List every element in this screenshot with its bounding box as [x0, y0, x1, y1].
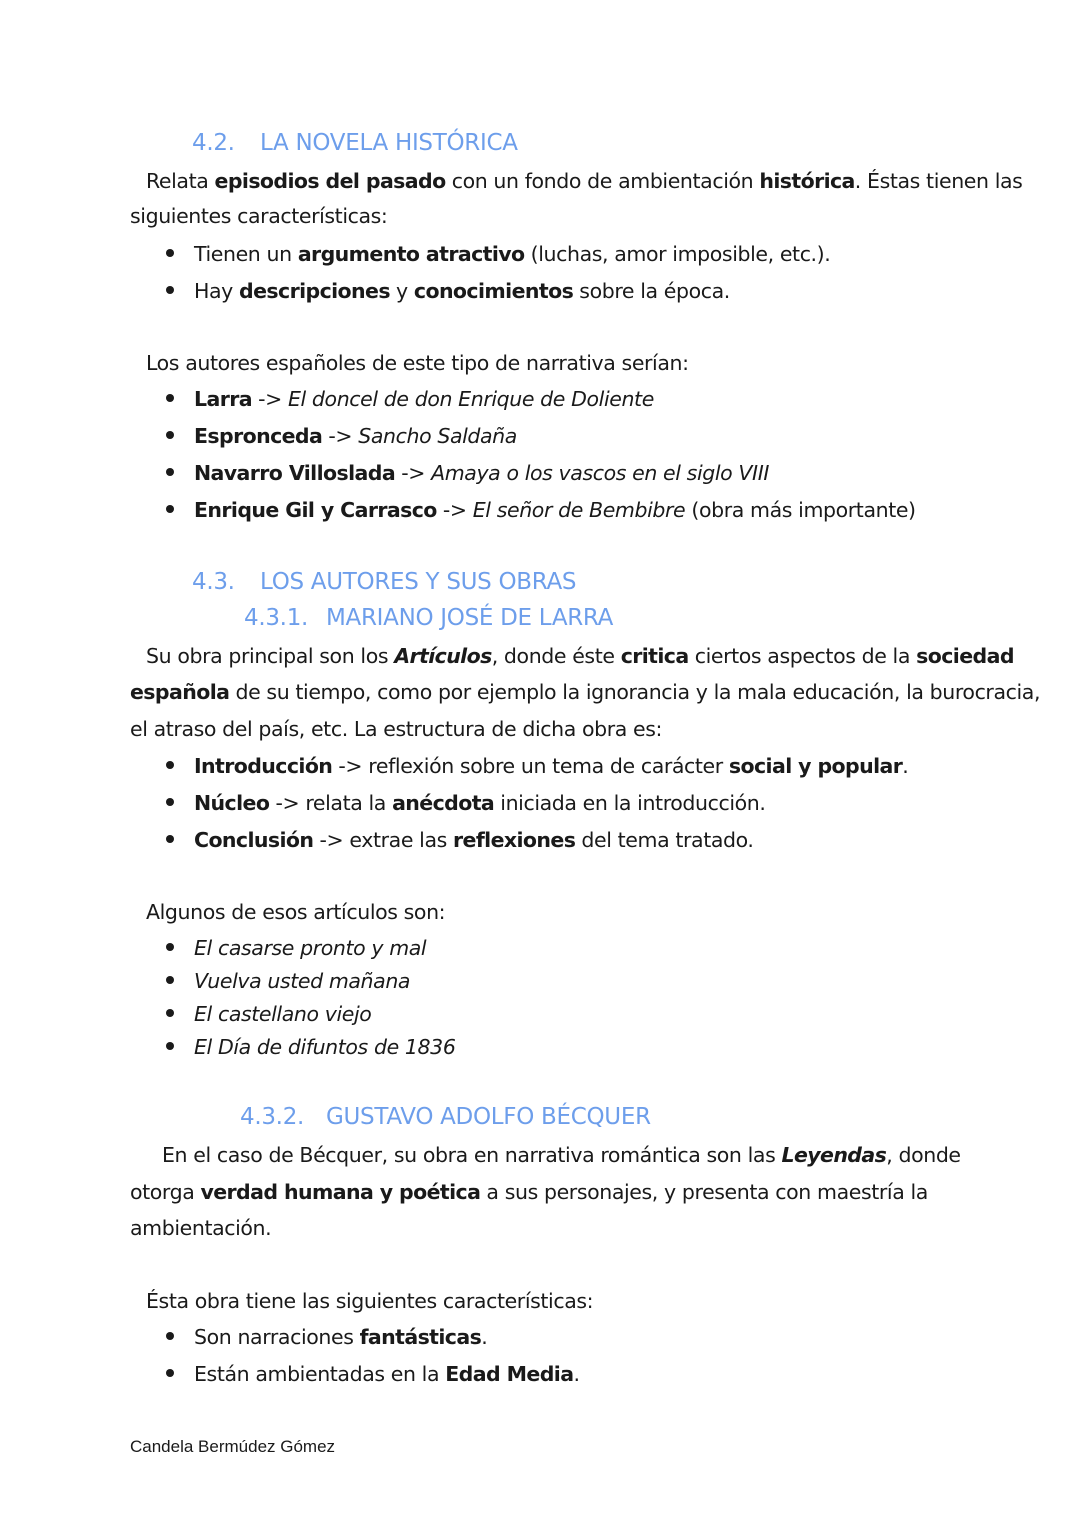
bullet-icon [166, 505, 174, 513]
bullet-icon [166, 1042, 174, 1050]
paragraph-larra-line1: Su obra principal son los Artículos, donde éste critica ciertos aspectos de la sociedad [146, 644, 1014, 668]
section-title: MARIANO JOSÉ DE LARRA [326, 605, 614, 631]
bullet-icon [166, 1332, 174, 1340]
list-item: Espronceda -> Sancho Saldaña [166, 419, 517, 453]
list-item: Navarro Villoslada -> Amaya o los vascos en el siglo VIII [166, 456, 769, 490]
list-item: Tienen un argumento atractivo (luchas, amor imposible, etc.). [166, 237, 830, 271]
list-item: Están ambientadas en la Edad Media. [166, 1357, 580, 1391]
bullet-icon [166, 976, 174, 984]
articulos-intro: Algunos de esos artículos son: [146, 900, 446, 924]
paragraph-larra-line3: el atraso del país, etc. La estructura de dicha obra es: [130, 717, 663, 741]
autores-intro: Los autores españoles de este tipo de narrativa serían: [146, 351, 689, 375]
section-heading-4-3-1 [244, 605, 613, 631]
list-item: Son narraciones fantásticas. [166, 1320, 487, 1354]
bullet-icon [166, 761, 174, 769]
bullet-icon [166, 798, 174, 806]
bullet-icon [166, 1009, 174, 1017]
paragraph-larra-line2: española de su tiempo, como por ejemplo la ignorancia y la mala educación, la burocracia, [130, 680, 1041, 704]
section-number: 4.3.2. [240, 1104, 305, 1130]
section-number: 4.3. [192, 569, 235, 595]
list-item: Larra -> El doncel de don Enrique de Doliente [166, 382, 654, 416]
footer-author: Candela Bermúdez Gómez [130, 1437, 336, 1456]
bullet-icon [166, 431, 174, 439]
paragraph-novela-line1: Relata episodios del pasado con un fondo de ambientación histórica. Éstas tienen las [146, 169, 1023, 193]
list-item: El castellano viejo [166, 997, 371, 1031]
section-heading-4-2 [192, 130, 518, 156]
bullet-icon [166, 249, 174, 257]
section-title: LA NOVELA HISTÓRICA [260, 130, 518, 156]
section-number: 4.3.1. [244, 605, 309, 631]
list-item: Conclusión -> extrae las reflexiones del tema tratado. [166, 823, 754, 857]
section-heading-4-3 [192, 569, 576, 595]
list-item: Hay descripciones y conocimientos sobre la época. [166, 274, 730, 308]
list-item: Enrique Gil y Carrasco -> El señor de Bembibre (obra más importante) [166, 493, 916, 527]
section-title: LOS AUTORES Y SUS OBRAS [260, 569, 577, 595]
section-heading-4-3-2 [240, 1104, 651, 1130]
section-number: 4.2. [192, 130, 235, 156]
bullet-icon [166, 943, 174, 951]
list-item: El casarse pronto y mal [166, 931, 426, 965]
list-item: Introducción -> reflexión sobre un tema de carácter social y popular. [166, 749, 908, 783]
paragraph-becquer-line1: En el caso de Bécquer, su obra en narrativa romántica son las Leyendas, donde [162, 1143, 961, 1167]
paragraph-becquer-line2: otorga verdad humana y poética a sus personajes, y presenta con maestría la [130, 1180, 928, 1204]
paragraph-novela-line2: siguientes características: [130, 204, 388, 228]
list-item: Vuelva usted mañana [166, 964, 410, 998]
carac-intro: Ésta obra tiene las siguientes características: [146, 1289, 594, 1313]
bullet-icon [166, 468, 174, 476]
list-item: El Día de difuntos de 1836 [166, 1030, 455, 1064]
bullet-icon [166, 394, 174, 402]
list-item: Núcleo -> relata la anécdota iniciada en la introducción. [166, 786, 766, 820]
bullet-icon [166, 1369, 174, 1377]
paragraph-becquer-line3: ambientación. [130, 1216, 272, 1240]
bullet-icon [166, 835, 174, 843]
bullet-icon [166, 286, 174, 294]
section-title: GUSTAVO ADOLFO BÉCQUER [326, 1104, 651, 1130]
